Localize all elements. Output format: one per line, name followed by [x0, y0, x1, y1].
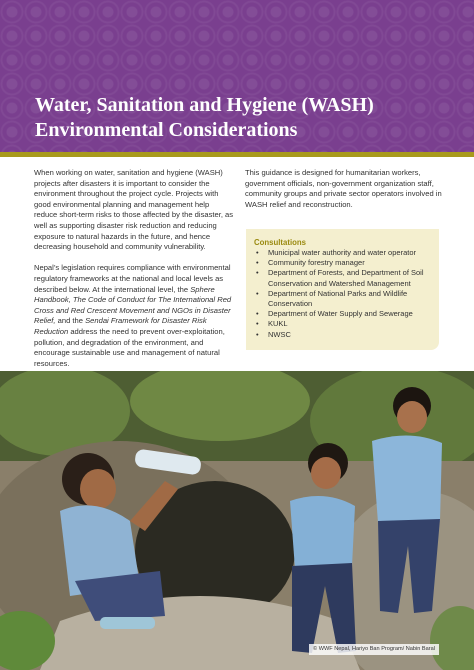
consultation-item: • Department of Forests, and Department of Soil Conservation and Watershed Management — [254, 268, 431, 288]
sendai-framework-reference: Sendai Framework for Disaster Risk Reduction — [34, 316, 207, 336]
photo-illustration — [0, 371, 474, 670]
title-underline-rule — [0, 152, 474, 157]
title-line-2: Environmental Considerations — [35, 119, 298, 141]
consultation-item: • Department of Water Supply and Sewerage — [254, 309, 431, 319]
consultation-item: • NWSC — [254, 330, 431, 340]
consultation-item: • Department of National Parks and Wildlife Conservation — [254, 289, 431, 309]
right-column — [245, 168, 445, 221]
intro-paragraph: When working on water, sanitation and hygiene (WASH) projects after disasters it is important to consider the environment throughout the project cycle. Projects with good environmental planning and management help reduce short-term risks to those affected by the disaster, as well as supporting disaster risk reduction and reducing exposure to natural hazards in the future, and hence decreasing household and community vulnerability. — [34, 168, 234, 252]
consultation-item: • Community forestry manager — [254, 258, 431, 268]
children-at-water-spring-photo — [0, 371, 474, 670]
audience-paragraph: This guidance is designed for humanitarian workers, government officials, non-government organization staff, community groups and private sector operators involved in WASH relief and reconstruction. — [245, 168, 442, 209]
legislation-text-3: address the need to prevent over-exploitation, pollution, and degradation of the environment, and encourage sustainable use and management of natural resources. — [34, 326, 225, 368]
legislation-text-2: and the — [55, 316, 86, 326]
consultations-list — [254, 248, 431, 340]
page-title — [35, 93, 465, 143]
header-banner — [0, 0, 474, 152]
consultations-box — [246, 229, 439, 350]
title-line-1: Water, Sanitation and Hygiene (WASH) — [35, 94, 374, 116]
legislation-paragraph — [34, 263, 234, 369]
left-column — [34, 168, 234, 380]
photo-credit: © WWF Nepal, Hariyo Ban Program/ Nabin Baral — [309, 644, 439, 655]
legislation-text-1: Nepal’s legislation requires compliance with environmental regulatory frameworks at the national and local levels as described below. At the international level, the — [34, 263, 231, 294]
consultations-heading: Consultations — [254, 238, 306, 247]
consultation-item: • Municipal water authority and water operator — [254, 248, 431, 258]
sphere-handbook-reference: Sphere Handbook, The Code of Conduct for The International Red Cross and Red Crescent Movement and NGOs in Disaster Relief, — [34, 284, 232, 326]
consultation-item: • KUKL — [254, 319, 431, 329]
